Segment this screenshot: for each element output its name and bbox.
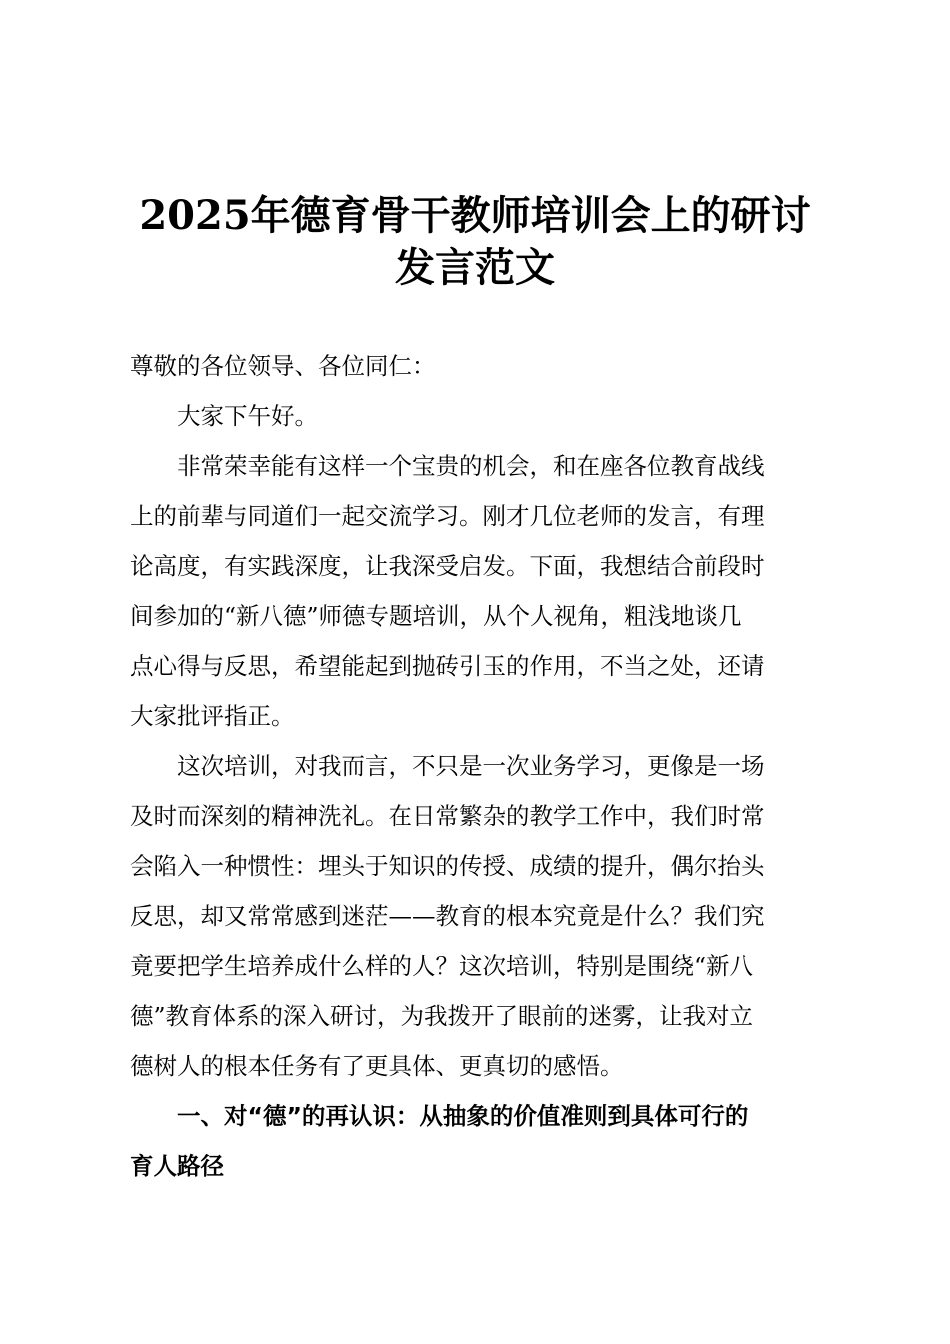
paragraph-2-line-3: 会陷入一种惯性：埋头于知识的传授、成绩的提升，偶尔抬头 <box>130 852 765 880</box>
paragraph-1-line-2: 上的前辈与同道们一起交流学习。刚才几位老师的发言，有理 <box>130 502 765 530</box>
paragraph-1-line-4: 间参加的“新八德”师德专题培训，从个人视角，粗浅地谈几 <box>130 602 742 630</box>
section-heading-line-1: 一、对“德”的再认识：从抽象的价值准则到具体可行的 <box>130 1102 749 1130</box>
greeting: 大家下午好。 <box>130 402 318 430</box>
paragraph-2-line-5: 竟要把学生培养成什么样的人？这次培训，特别是围绕“新八 <box>130 952 754 980</box>
section-heading-line-2: 育人路径 <box>130 1152 224 1180</box>
paragraph-1-line-3: 论高度，有实践深度，让我深受启发。下面，我想结合前段时 <box>130 552 765 580</box>
paragraph-2-line-7: 德树人的根本任务有了更具体、更真切的感悟。 <box>130 1052 624 1080</box>
paragraph-2-line-6: 德”教育体系的深入研讨，为我拨开了眼前的迷雾，让我对立 <box>130 1002 754 1030</box>
paragraph-1-line-6: 大家批评指正。 <box>130 702 295 730</box>
paragraph-2-line-2: 及时而深刻的精神洗礼。在日常繁杂的教学工作中，我们时常 <box>130 802 765 830</box>
document-title-line-2: 发言范文 <box>395 244 555 291</box>
paragraph-2-line-1: 这次培训，对我而言，不只是一次业务学习，更像是一场 <box>130 752 765 780</box>
paragraph-1-line-5: 点心得与反思，希望能起到抛砖引玉的作用，不当之处，还请 <box>130 652 765 680</box>
paragraph-1-line-1: 非常荣幸能有这样一个宝贵的机会，和在座各位教育战线 <box>130 452 765 480</box>
salutation: 尊敬的各位领导、各位同仁： <box>130 352 436 380</box>
paragraph-2-line-4: 反思，却又常常感到迷茫——教育的根本究竟是什么？我们究 <box>130 902 765 930</box>
document-title-line-1: 2025年德育骨干教师培训会上的研讨 <box>139 192 811 239</box>
